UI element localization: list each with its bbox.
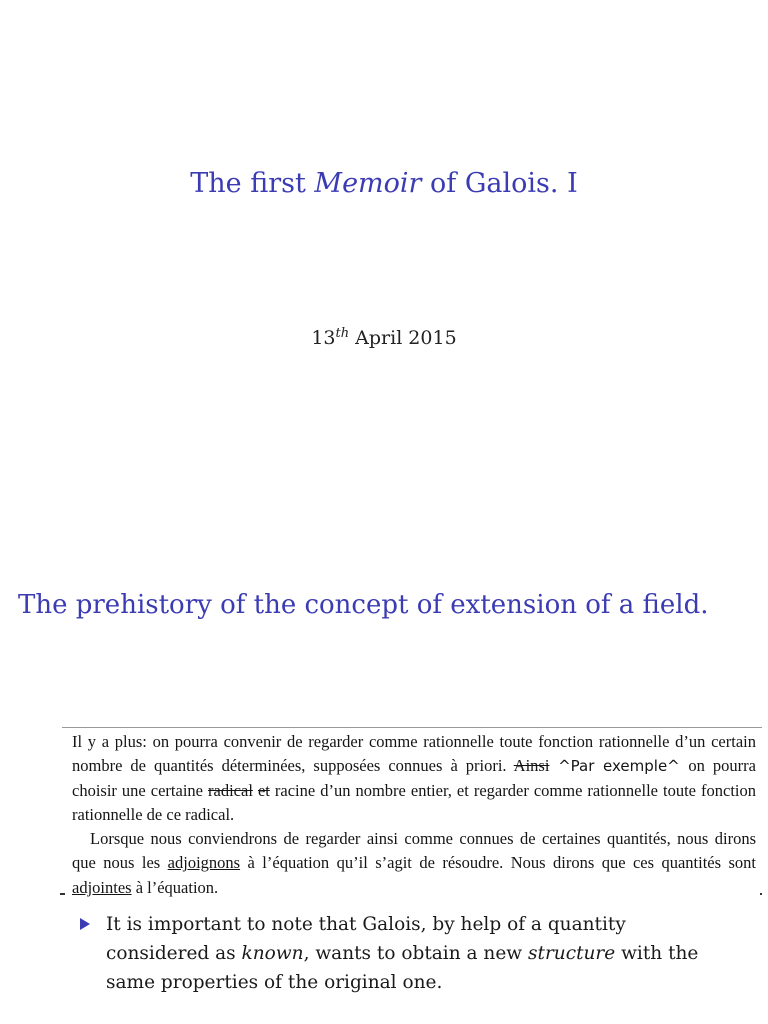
- title-text-before: The first: [190, 168, 315, 199]
- struck-word: radical: [208, 780, 253, 800]
- bullet-emphasis: known: [241, 943, 304, 964]
- excerpt-text: à l’équation qu’il s’agit de résoudre. Nous dirons que ces quantités sont: [240, 853, 756, 873]
- inserted-text: ^Par exemple^: [549, 757, 689, 776]
- slide-date: [0, 326, 768, 349]
- date-rest: April 2015: [349, 327, 457, 349]
- section-title: The prehistory of the concept of extension of a field.: [18, 590, 709, 620]
- bullet-text-part: with the same properties of the original one.: [106, 943, 699, 993]
- excerpt-top-rule: [62, 727, 762, 728]
- struck-word: Ainsi: [513, 756, 550, 776]
- slide-title: [0, 168, 768, 199]
- triangle-bullet-icon: [80, 918, 90, 930]
- struck-word: et: [257, 780, 270, 800]
- bullet-text-part: , wants to obtain a new: [303, 943, 529, 964]
- excerpt-text: racine d’un nombre entier, et regarder comme rationnelle toute fonction rationnelle de ce radical.: [72, 780, 757, 824]
- bullet-text-part: It is important to note that Galois, by help of a quantity considered as: [106, 914, 626, 964]
- title-emphasis: Memoir: [314, 168, 422, 199]
- manuscript-excerpt: [72, 730, 756, 900]
- excerpt-text: Lorsque nous conviendrons de regarder ainsi comme connues de certaines quantités, nous dirons que nous les: [72, 829, 756, 873]
- excerpt-corner-mark: [760, 893, 762, 895]
- date-suffix: th: [335, 326, 350, 341]
- excerpt-text: à l’équation.: [131, 877, 219, 897]
- excerpt-text: Il y a plus: on pourra convenir de regarder comme rationnelle toute fonction rationnelle d’un certain nombre de quantités déterminées, supposées connues à priori.: [72, 732, 756, 776]
- excerpt-paragraph-1: [72, 730, 756, 827]
- bullet-text: [106, 910, 720, 997]
- date-day: 13: [311, 327, 336, 349]
- underlined-word: adjointes: [72, 877, 132, 897]
- title-text-after: of Galois. I: [421, 168, 578, 199]
- bullet-emphasis: structure: [528, 943, 616, 964]
- bullet-item: [80, 910, 720, 997]
- excerpt-text: on pourra choisir une certaine: [72, 756, 756, 800]
- underlined-word: adjoignons: [167, 853, 241, 873]
- excerpt-corner-mark: [60, 893, 65, 895]
- excerpt-paragraph-2: [72, 827, 756, 900]
